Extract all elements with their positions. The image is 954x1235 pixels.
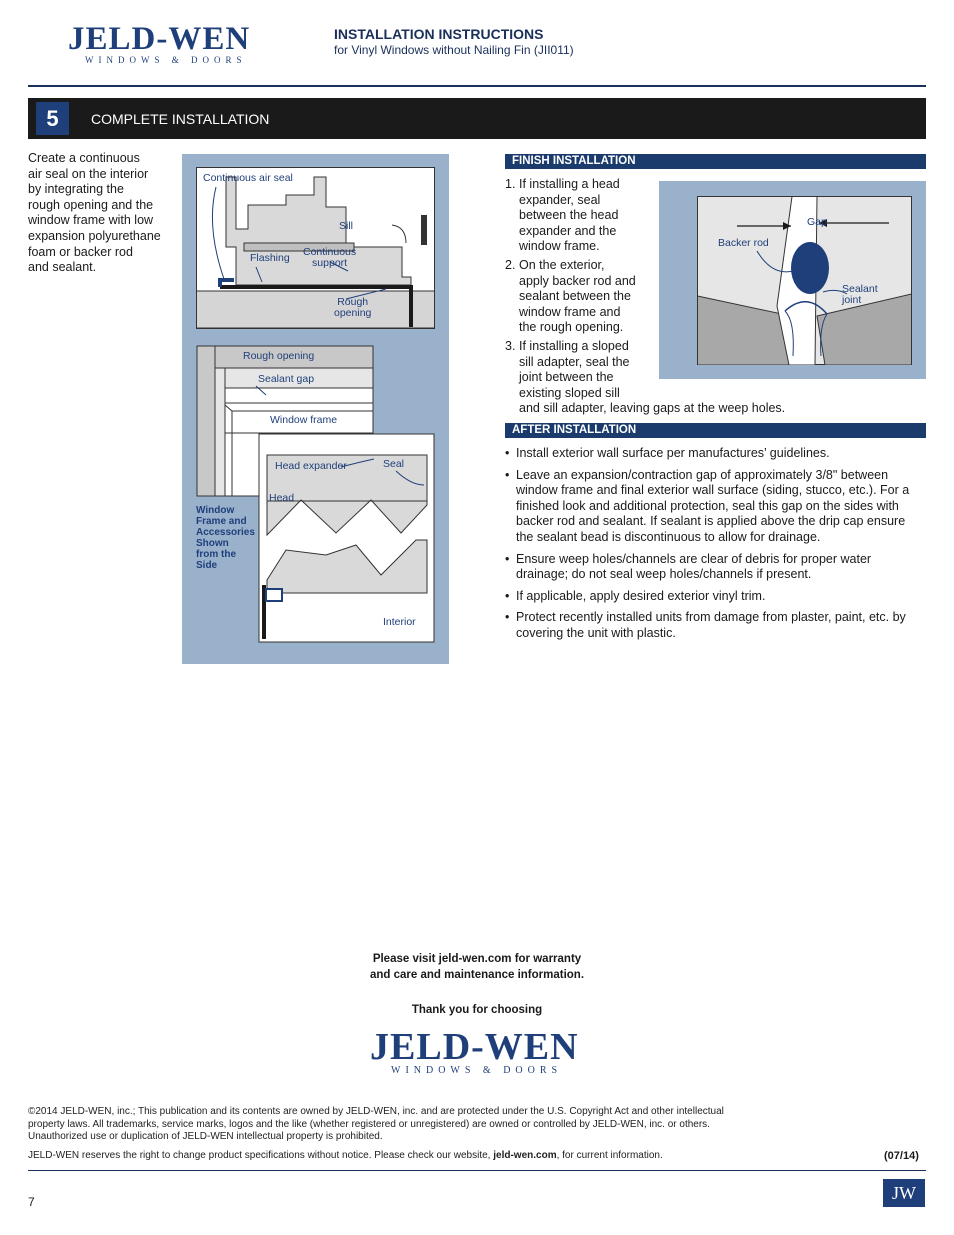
note-line: Frame and <box>196 516 247 527</box>
label-head: Head <box>269 492 295 504</box>
step-line: joint between the <box>519 370 614 385</box>
label-seal: Seal <box>383 458 405 470</box>
label-line: opening <box>334 307 372 319</box>
list-item: • Leave an expansion/contraction gap of approximately 3/8" between window frame and final exterior wall surface (siding, stucco, etc.). For a finished look and additional protection, seal this gap on the sides with backer rod and sealant. If sealant is applied above the drip cap ensure the sealant bead is discontinuous to allow for drainage. <box>505 468 925 546</box>
label-gap: Gap <box>807 216 827 228</box>
list-item: • If applicable, apply desired exterior vinyl trim. <box>505 589 925 605</box>
step-bar <box>28 98 926 139</box>
list-item: • Protect recently installed units from damage from plaster, paint, etc. by covering the unit with plastic. <box>505 610 925 641</box>
label-continuous-support <box>303 247 356 269</box>
label-rough-opening-side: Rough opening <box>243 350 315 362</box>
step-num: 1. <box>505 177 516 191</box>
jw-monogram-icon <box>883 1179 925 1207</box>
footer-rule <box>28 1170 926 1171</box>
legal-line: property laws. All trademarks, service marks, logos and the like (whether registered or unregistered) are owned or controlled by JELD-WEN, inc. or others. <box>28 1118 710 1130</box>
after-installation-list <box>505 446 925 648</box>
specs-notice <box>28 1150 663 1163</box>
website-link[interactable]: jeld-wen.com <box>493 1150 557 1161</box>
intro-line: window frame with low <box>28 213 154 228</box>
step-line: sill adapter, seal the <box>519 354 630 369</box>
thank-you: Thank you for choosing <box>411 1004 543 1016</box>
copyright-notice <box>28 1106 928 1144</box>
warranty-note <box>277 952 677 983</box>
note-line: Shown <box>196 538 229 549</box>
intro-line: Create a continuous <box>28 151 140 165</box>
warranty-line: Please visit jeld-wen.com for warranty <box>372 953 582 965</box>
label-backer-rod: Backer rod <box>718 237 769 249</box>
step-line: On the exterior, <box>519 257 605 272</box>
intro-text <box>28 151 178 276</box>
legal-line: Unauthorized use or duplication of JELD-WEN intellectual property is prohibited. <box>28 1131 383 1142</box>
side-view-note <box>196 505 255 571</box>
label-line: joint <box>842 294 862 306</box>
label-continuous-air-seal: Continuous air seal <box>203 172 293 184</box>
head-section-diagram <box>196 345 436 645</box>
list-item: • Install exterior wall surface per manufactures’ guidelines. <box>505 446 925 462</box>
step-line: If installing a sloped <box>519 338 629 353</box>
intro-line: rough opening and the <box>28 197 154 212</box>
step-title: COMPLETE INSTALLATION <box>91 111 270 127</box>
label-rough-opening <box>334 297 371 319</box>
step-line: window frame and <box>519 304 621 319</box>
page-title: INSTALLATION INSTRUCTIONS <box>334 26 544 42</box>
sealant-detail-diagram <box>697 196 912 365</box>
intro-line: air seal on the interior <box>28 166 149 181</box>
logo-subtext: WINDOWS & DOORS <box>391 1065 563 1076</box>
note-line: Side <box>196 560 218 571</box>
label-line: support <box>312 257 348 269</box>
page-subtitle: for Vinyl Windows without Nailing Fin (JII011) <box>334 43 574 57</box>
step-line: sealant between the <box>519 289 631 304</box>
step-line: between the head <box>519 208 619 223</box>
intro-line: expansion polyurethane <box>28 228 161 243</box>
footer-logo <box>370 1028 590 1078</box>
step-line: If installing a head <box>519 177 620 191</box>
step-line: apply backer rod and <box>519 273 636 288</box>
step-number: 5 <box>36 102 69 135</box>
note-line: from the <box>196 549 236 560</box>
finish-installation-heading: FINISH INSTALLATION <box>505 154 926 169</box>
logo-text: JELD-WEN <box>370 1026 579 1068</box>
specs-text: JELD-WEN reserves the right to change product specifications without notice. Please check our website, <box>28 1150 491 1161</box>
label-window-frame: Window frame <box>270 414 338 426</box>
step-line: and sill adapter, leaving gaps at the weep holes. <box>519 401 786 416</box>
intro-line: by integrating the <box>28 182 124 197</box>
header-rule <box>28 85 926 87</box>
monogram-text: JW <box>892 1183 916 1203</box>
label-sealant-gap: Sealant gap <box>258 373 315 385</box>
label-line: Rough <box>337 296 369 308</box>
step-line: the rough opening. <box>519 320 624 335</box>
legal-line: ©2014 JELD-WEN, inc.; This publication and its contents are owned by JELD-WEN, inc. and are protected under the U.S. Copyright Act and other intellectual <box>28 1106 724 1117</box>
label-sealant-joint <box>842 284 878 306</box>
page-number: 7 <box>28 1195 35 1209</box>
label-line: Sealant <box>842 283 878 295</box>
label-line: Continuous <box>303 246 357 258</box>
step-line: window frame. <box>519 239 600 254</box>
header-logo <box>68 22 254 68</box>
list-item: • Ensure weep holes/channels are clear of debris for proper water drainage; do not seal weep holes/channels if present. <box>505 552 925 583</box>
logo-subtext: WINDOWS & DOORS <box>85 55 247 65</box>
intro-line: foam or backer rod <box>28 244 133 259</box>
step-line: expander and the <box>519 223 617 238</box>
intro-line: and sealant. <box>28 260 97 275</box>
label-head-expander: Head expander <box>275 460 347 472</box>
label-interior: Interior <box>383 616 416 628</box>
step-num: 2. <box>505 257 516 272</box>
step-line: existing sloped sill <box>519 385 620 400</box>
logo-text: JELD-WEN <box>68 21 251 57</box>
after-installation-heading: AFTER INSTALLATION <box>505 423 926 438</box>
step-num: 3. <box>505 338 516 353</box>
step-line: expander, seal <box>519 192 601 207</box>
warranty-line: and care and maintenance information. <box>369 968 585 981</box>
label-sill: Sill <box>339 220 354 232</box>
note-line: Accessories <box>196 527 255 538</box>
revision-date: (07/14) <box>884 1150 919 1162</box>
note-line: Window <box>196 505 235 516</box>
label-flashing: Flashing <box>250 252 290 264</box>
specs-text: , for current information. <box>556 1150 663 1161</box>
